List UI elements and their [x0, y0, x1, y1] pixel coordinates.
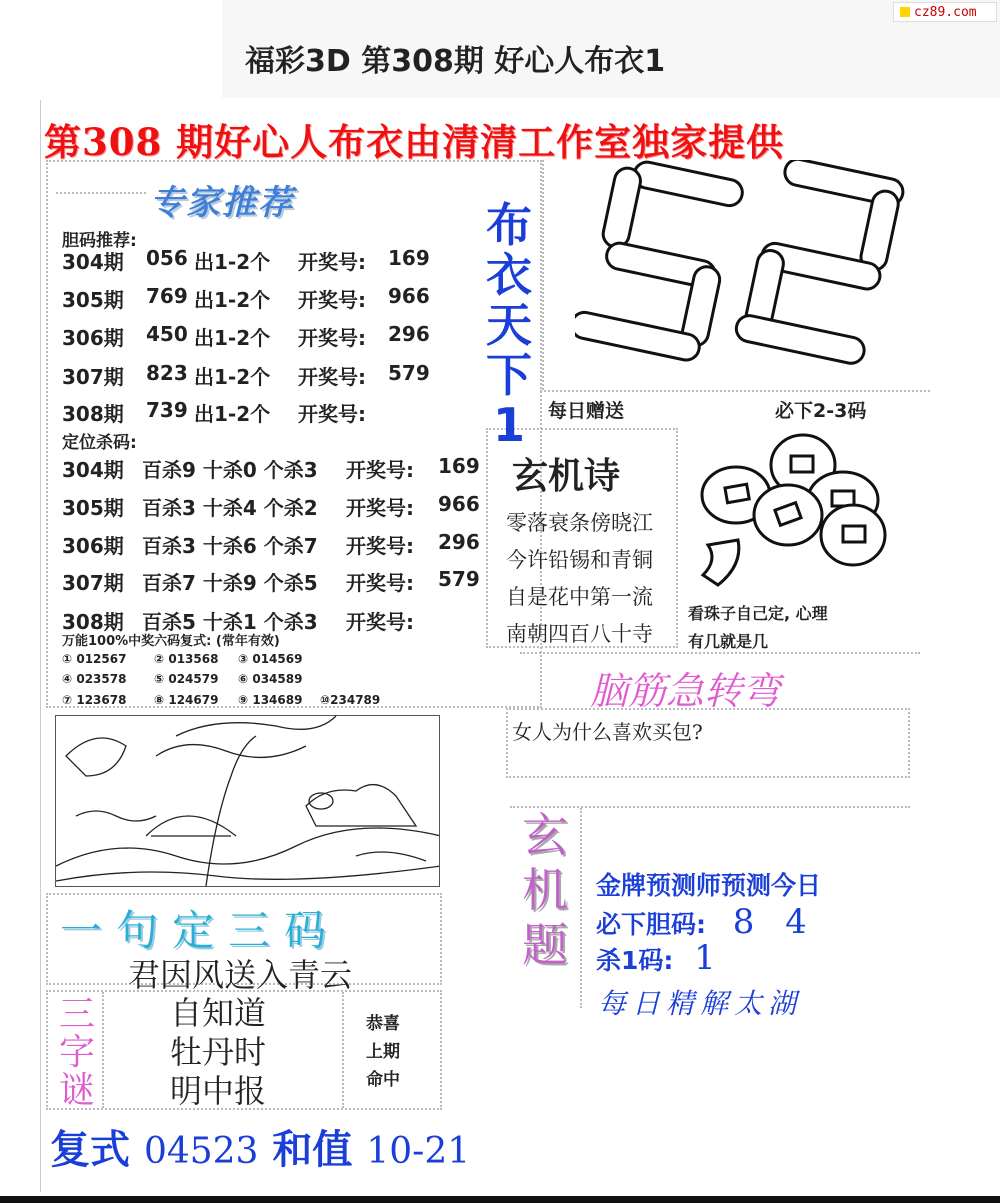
period-cell: 304期 [62, 250, 124, 274]
block-shape [734, 313, 867, 365]
tree-canopy [176, 716, 336, 736]
list-item: ⑩234789 [320, 693, 381, 707]
period-cell: 307期 [62, 365, 124, 389]
draw-cell: 579 [388, 361, 430, 385]
draw-cell: 966 [438, 492, 480, 516]
list-item: ⑦ 123678 [62, 693, 127, 707]
brain-teaser-question: 女人为什么喜欢买包? [512, 720, 703, 744]
coins-illustration [688, 425, 903, 600]
site-badge-text: cz89.com [914, 4, 977, 20]
table-row [62, 246, 430, 275]
period-cell: 305期 [62, 288, 124, 312]
landscape-sketch [56, 716, 440, 887]
list-item: ⑥ 034589 [238, 672, 303, 686]
draw-label-cell: 开奖号: [346, 534, 414, 558]
draw-cell: 296 [438, 530, 480, 554]
water-line [76, 811, 156, 821]
xuanji-char: 题 [522, 918, 568, 972]
table-row [62, 567, 480, 596]
riddle-title-char: 三 [58, 994, 95, 1035]
kill-row [596, 938, 716, 978]
block-shape [575, 310, 702, 362]
nums-cell: 769 [146, 284, 188, 308]
water-line [356, 852, 426, 861]
vertical-char: 布 [486, 198, 532, 252]
period-cell: 307期 [62, 571, 124, 595]
vertical-char: 衣 [486, 248, 532, 302]
draw-cell: 579 [438, 567, 480, 591]
list-item: ⑨ 134689 [238, 693, 303, 707]
kills-cell: 百杀3 十杀6 个杀7 [142, 534, 318, 558]
note-cell: 出1-2个 [194, 250, 271, 274]
note-cell: 出1-2个 [194, 402, 271, 426]
nums-cell: 739 [146, 398, 188, 422]
riddle-line: 明中报 [170, 1072, 267, 1110]
draw-label-cell: 开奖号: [298, 250, 366, 274]
number-blocks-illustration [575, 160, 905, 390]
combo-title: 万能100%中奖六码复式: (常年有效) [62, 634, 280, 649]
divider [102, 992, 104, 1108]
period-cell: 308期 [62, 402, 124, 426]
congrats-line: 上期 [366, 1042, 400, 1062]
poem-line: 今许铅锡和青铜 [506, 548, 653, 572]
divider [542, 160, 544, 390]
list-item: ③ 014569 [238, 652, 303, 666]
draw-label-cell: 开奖号: [298, 402, 366, 426]
draw-label-cell: 开奖号: [298, 288, 366, 312]
riddle-line: 自知道 [170, 994, 267, 1032]
one-line-text: 君因风送入青云 [128, 956, 353, 994]
period-cell: 308期 [62, 610, 124, 634]
vertical-title [478, 200, 540, 450]
nums-cell: 450 [146, 322, 188, 346]
xuanji-title [515, 808, 575, 973]
draw-label-cell: 开奖号: [346, 458, 414, 482]
site-badge[interactable] [893, 2, 997, 22]
list-item: ① 012567 [62, 652, 127, 666]
list-item: ② 013568 [154, 652, 219, 666]
brain-teaser-title: 脑筋急转弯 [590, 669, 781, 713]
draw-cell: 169 [388, 246, 430, 270]
congrats [366, 1010, 400, 1094]
note-cell: 出1-2个 [194, 288, 271, 312]
table-row [62, 322, 430, 351]
riddle-title-char: 字 [58, 1032, 95, 1073]
divider [580, 808, 582, 1008]
poem-lines [506, 505, 653, 653]
gift-right: 必下2-3码 [775, 400, 867, 422]
riddle-line: 牡丹时 [170, 1033, 267, 1071]
divider [540, 390, 930, 392]
draw-label-cell: 开奖号: [346, 571, 414, 595]
table-row [62, 284, 430, 313]
banner-title: 第308 期好心人布衣由清清工作室独家提供 [44, 120, 785, 164]
dan-label: 胆码推荐: [62, 231, 137, 251]
xuanji-char: 玄 [522, 808, 568, 862]
must-value: 8 4 [732, 902, 817, 942]
table-row [62, 398, 388, 427]
draw-label-cell: 开奖号: [298, 365, 366, 389]
kills-cell: 百杀3 十杀4 个杀2 [142, 496, 318, 520]
list-item: ⑧ 124679 [154, 693, 219, 707]
divider [56, 192, 146, 194]
draw-cell: 169 [438, 454, 480, 478]
table-row [62, 530, 480, 559]
block-shape [632, 160, 745, 208]
bridge-arch [146, 816, 236, 836]
must-row [596, 902, 817, 942]
fushi-label: 复式 [50, 1127, 130, 1173]
period-cell: 305期 [62, 496, 124, 520]
landscape-illustration [55, 715, 440, 887]
coin-hole [725, 484, 749, 503]
draw-cell: 296 [388, 322, 430, 346]
riddle-title-char: 谜 [58, 1070, 95, 1111]
three-riddle-title [52, 996, 102, 1110]
badge-square-icon [900, 7, 910, 17]
ground-line [56, 866, 440, 881]
expert-title: 专家推荐 [150, 183, 294, 223]
caption-line: 看珠子自己定, 心理 [688, 604, 828, 623]
bottom-border [0, 1196, 1000, 1203]
list-item: ④ 023578 [62, 672, 127, 686]
kills-cell: 百杀5 十杀1 个杀3 [142, 610, 318, 634]
nums-cell: 056 [146, 246, 188, 270]
poem-line: 自是花中第一流 [506, 585, 653, 609]
daily-title: 每日精解太湖 [598, 987, 803, 1020]
rock-shape [66, 738, 126, 776]
gift-left: 每日赠送 [548, 400, 625, 422]
coin-string [703, 540, 739, 585]
table-row [62, 492, 480, 521]
xuanji-char: 机 [522, 863, 568, 917]
kills-cell: 百杀7 十杀9 个杀5 [142, 571, 318, 595]
kill-label: 杀1码: [596, 946, 674, 975]
must-label: 必下胆码: [596, 910, 706, 939]
period-cell: 306期 [62, 326, 124, 350]
ground-line [56, 828, 440, 866]
draw-label-cell: 开奖号: [298, 326, 366, 350]
sum-value: 10-21 [366, 1131, 471, 1172]
list-item: ⑤ 024579 [154, 672, 219, 686]
note-cell: 出1-2个 [194, 326, 271, 350]
vertical-char: 1 [492, 398, 525, 452]
coin-hole [791, 456, 813, 472]
caption-line: 有几就是几 [688, 632, 769, 651]
xuanji-line1: 金牌预测师预测今日 [596, 871, 822, 900]
tree-canopy [156, 745, 306, 758]
fushi-value: 04523 [143, 1131, 259, 1172]
page-title: 福彩3D 第308期 好心人布衣1 [245, 44, 666, 79]
nums-cell: 823 [146, 361, 188, 385]
draw-label-cell: 开奖号: [346, 610, 414, 634]
period-cell: 304期 [62, 458, 124, 482]
sum-label: 和值 [272, 1127, 353, 1173]
table-row [62, 454, 480, 483]
poem-title: 玄机诗 [512, 455, 621, 497]
pos-label: 定位杀码: [62, 433, 137, 453]
congrats-line: 恭喜 [366, 1014, 400, 1034]
fushi-row [50, 1118, 470, 1175]
hill-shape [306, 785, 416, 826]
kill-value: 1 [694, 938, 716, 978]
one-line-title: 一句定三码 [60, 906, 341, 955]
kills-cell: 百杀9 十杀0 个杀3 [142, 458, 318, 482]
coins-caption [688, 600, 828, 656]
vertical-char: 下 [486, 348, 532, 402]
coin-hole [843, 526, 865, 542]
draw-cell: 966 [388, 284, 430, 308]
poem-line: 南朝四百八十寺 [506, 622, 653, 646]
divider [342, 992, 344, 1108]
table-row [62, 361, 430, 390]
vertical-char: 天 [486, 298, 532, 352]
poem-line: 零落衰条傍晓江 [506, 511, 653, 535]
period-cell: 306期 [62, 534, 124, 558]
three-riddle-lines [170, 994, 266, 1111]
draw-label-cell: 开奖号: [346, 496, 414, 520]
block-shape [601, 166, 643, 250]
note-cell: 出1-2个 [194, 365, 271, 389]
congrats-line: 命中 [366, 1070, 400, 1090]
